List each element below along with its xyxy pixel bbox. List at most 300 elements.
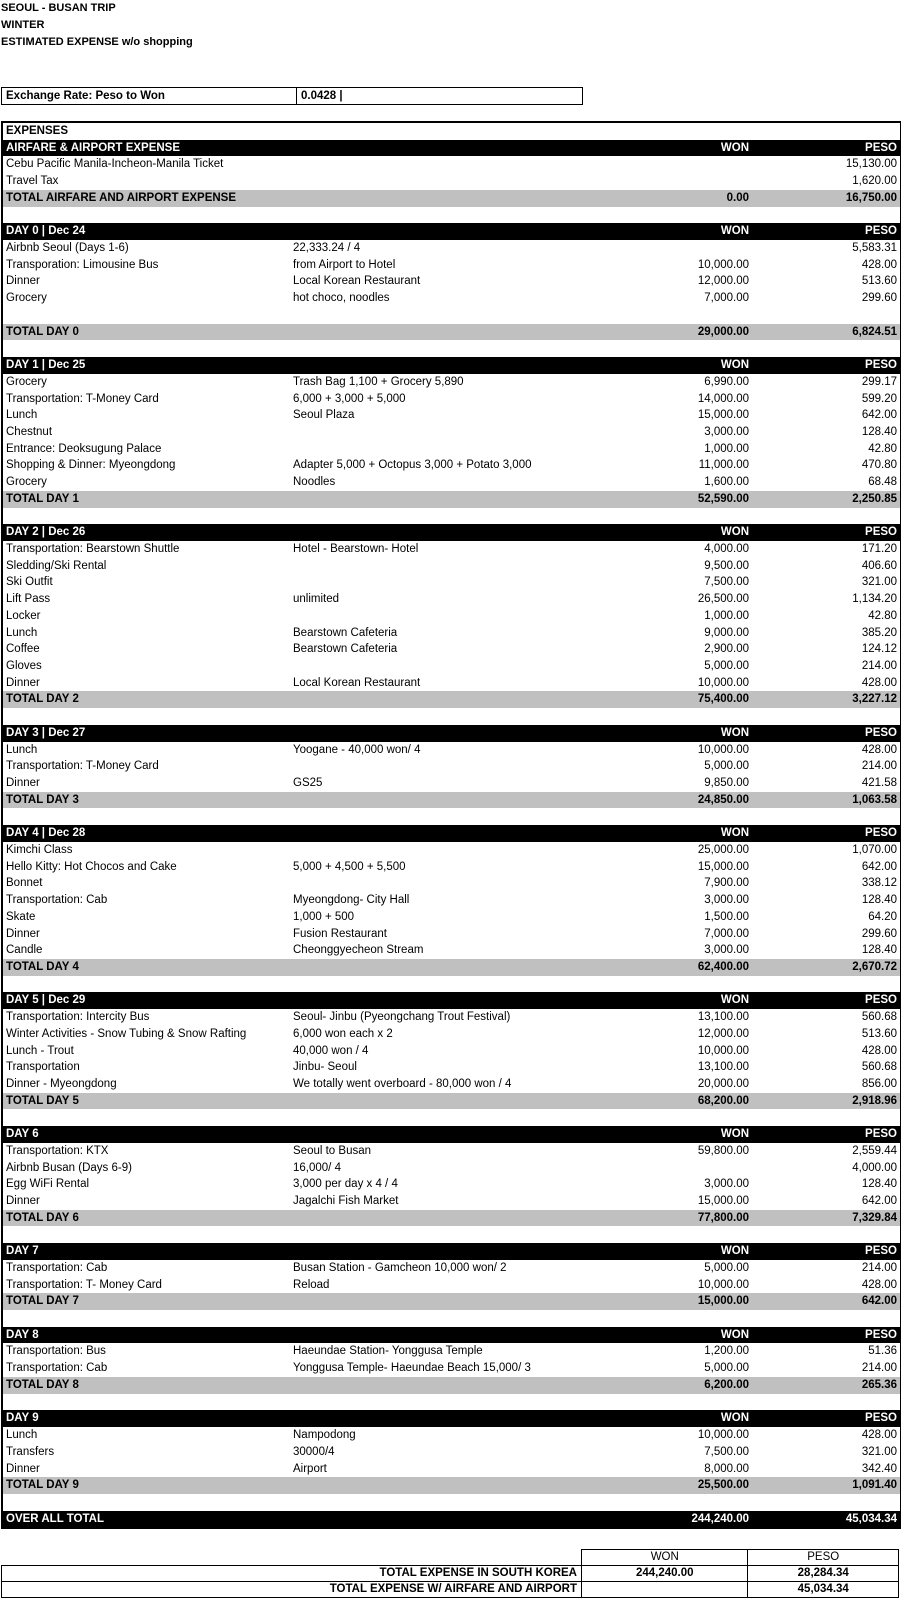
summary-row-label: TOTAL EXPENSE W/ AIRFARE AND AIRPORT [2,1582,582,1598]
total-peso: 16,750.00 [845,191,897,204]
expense-note: We totally went overboard - 80,000 won / 4 [293,1077,512,1090]
section-title: DAY 5 | Dec 29 [6,994,86,1007]
expense-item: Grocery [6,375,47,388]
expense-item: Airbnb Busan (Days 6-9) [6,1161,132,1174]
expense-row [3,474,900,491]
expense-won: 1,000.00 [704,609,749,622]
expense-won: 2,900.00 [704,643,749,656]
total-label: TOTAL DAY 4 [6,960,79,973]
total-won: 0.00 [726,191,749,204]
expense-note: Local Korean Restaurant [293,676,421,689]
expense-note: Seoul- Jinbu (Pyeongchang Trout Festival) [293,1011,511,1024]
expense-row [3,1277,900,1294]
expense-peso: 51.36 [868,1345,897,1358]
won-column-header: WON [720,1412,749,1425]
expense-won: 3,000.00 [704,1178,749,1191]
expense-peso: 428.00 [861,258,897,271]
expense-item: Dinner [6,275,40,288]
total-peso: 642.00 [861,1295,897,1308]
expense-peso: 214.00 [861,1362,897,1375]
expense-peso: 642.00 [861,409,897,422]
peso-column-header: PESO [865,359,897,372]
expense-row [3,1427,900,1444]
section-title: DAY 3 | Dec 27 [6,726,86,739]
expense-row [3,424,900,441]
section-total-row [3,959,900,976]
expense-won: 10,000.00 [697,1429,749,1442]
summary-row-peso: 28,284.34 [748,1566,899,1582]
spacer [3,340,900,357]
spacer [3,1394,900,1411]
expense-note: hot choco, noodles [293,292,390,305]
expense-won: 9,000.00 [704,626,749,639]
expense-peso: 1,620.00 [852,175,897,188]
expense-note: Busan Station - Gamcheon 10,000 won/ 2 [293,1261,507,1274]
expense-peso: 642.00 [861,1195,897,1207]
expense-row [3,1059,900,1076]
total-peso: 2,670.72 [852,960,897,973]
section-title: DAY 4 | Dec 28 [6,827,86,840]
expense-item: Lift Pass [6,593,51,606]
section-total-row [3,1093,900,1110]
expense-note: Cheonggyecheon Stream [293,944,424,957]
expense-item: Sledding/Ski Rental [6,559,107,572]
expense-item: Dinner [6,927,40,940]
total-won: 75,400.00 [697,693,749,706]
expense-row [3,758,900,775]
total-label: TOTAL DAY 0 [6,325,79,338]
expense-row [3,273,900,290]
expense-note: Jinbu- Seoul [293,1061,357,1074]
section-header [3,992,900,1009]
section-header [3,223,900,240]
expense-won: 15,000.00 [697,860,749,873]
expense-row [3,842,900,859]
expense-won: 10,000.00 [697,258,749,271]
peso-column-header: PESO [865,827,897,840]
expense-peso: 321.00 [861,576,897,589]
expense-won: 10,000.00 [697,1044,749,1057]
won-column-header: WON [720,726,749,739]
expense-note: 3,000 per day x 4 / 4 [293,1178,398,1191]
expense-won: 13,100.00 [697,1061,749,1074]
expense-note: Yonggusa Temple- Haeundae Beach 15,000/ 3 [293,1362,531,1375]
expense-note: Bearstown Cafeteria [293,643,398,656]
peso-column-header: PESO [865,1245,897,1258]
won-column-header: WON [720,994,749,1007]
expense-note: 40,000 won / 4 [293,1044,369,1057]
expense-note: 1,000 + 500 [293,910,355,923]
expense-peso: 856.00 [861,1077,897,1090]
summary-row-with-airfare [2,1582,899,1598]
expense-note: Seoul to Busan [293,1144,372,1157]
expense-note: Yoogane - 40,000 won/ 4 [293,743,421,756]
section-header [3,725,900,742]
expense-peso: 513.60 [861,1027,897,1040]
expense-row [3,173,900,190]
exchange-rate-label: Exchange Rate: Peso to Won [2,88,297,104]
expense-row [3,775,900,792]
expense-row [3,1176,900,1193]
total-peso: 1,063.58 [852,793,897,806]
section-title: DAY 8 [6,1328,39,1341]
expense-row [3,1076,900,1093]
expense-peso: 4,000.00 [852,1161,897,1174]
expense-peso: 470.80 [861,459,897,472]
expense-won: 12,000.00 [697,275,749,288]
expense-peso: 42.80 [868,609,897,622]
expense-row [3,558,900,575]
expense-item: Locker [6,609,41,622]
peso-column-header: PESO [865,1412,897,1425]
expense-won: 1,600.00 [704,476,749,489]
expense-item: Chestnut [6,425,53,438]
total-peso: 6,824.51 [852,325,897,338]
expense-won: 59,800.00 [697,1144,749,1157]
total-won: 6,200.00 [704,1378,749,1391]
expense-row [3,658,900,675]
total-won: 15,000.00 [697,1295,749,1308]
expense-row [3,625,900,642]
expense-peso: 599.20 [861,392,897,405]
expense-row [3,1461,900,1478]
expense-item: Dinner [6,1195,40,1207]
title-line-2: WINTER [1,19,45,31]
expense-item: Lunch [6,1429,38,1442]
expense-peso: 421.58 [861,777,897,790]
expense-row [3,1160,900,1177]
expense-item: Lunch - Trout [6,1044,74,1057]
expense-row [3,875,900,892]
expense-won: 20,000.00 [697,1077,749,1090]
sheet-title: EXPENSES [6,125,68,137]
peso-column-header: PESO [865,994,897,1007]
total-won: 68,200.00 [697,1094,749,1107]
expense-item: Transportation: Cab [6,894,108,907]
won-column-header: WON [720,225,749,238]
expense-item: Transportation: Cab [6,1261,108,1274]
expense-won: 9,850.00 [704,777,749,790]
expense-won: 15,000.00 [697,1195,749,1207]
expense-item: Grocery [6,476,47,489]
won-column-header: WON [720,827,749,840]
expense-peso: 299.60 [861,927,897,940]
expense-row [3,926,900,943]
expense-won: 3,000.00 [704,944,749,957]
expense-note: Reload [293,1278,330,1291]
section-header [3,524,900,541]
total-won: 77,800.00 [697,1211,749,1224]
section-total-row [3,324,900,341]
expense-row [3,541,900,558]
expense-won: 25,000.00 [697,843,749,856]
expense-note: Seoul Plaza [293,409,355,422]
overall-total-peso: 45,034.34 [845,1512,897,1525]
expense-item: Coffee [6,643,40,656]
expense-item: Transporation: Limousine Bus [6,258,159,271]
expense-peso: 128.40 [861,944,897,957]
expense-peso: 406.60 [861,559,897,572]
expense-note: 16,000/ 4 [293,1161,341,1174]
expense-peso: 642.00 [861,860,897,873]
expense-row [3,374,900,391]
expense-won: 7,900.00 [704,877,749,890]
expense-row [3,675,900,692]
expense-won: 1,000.00 [704,442,749,455]
spacer [3,708,900,725]
expense-note: Adapter 5,000 + Octopus 3,000 + Potato 3,000 [293,459,532,472]
summary-row-label: TOTAL EXPENSE IN SOUTH KOREA [2,1566,582,1582]
expense-note: 6,000 won each x 2 [293,1027,393,1040]
section-total-row [3,1377,900,1394]
expense-row [3,1360,900,1377]
overall-total-label: OVER ALL TOTAL [6,1512,104,1525]
expense-item: Transportation: KTX [6,1144,109,1157]
spacer [3,1226,900,1243]
section-title: AIRFARE & AIRPORT EXPENSE [6,141,181,154]
section-header [3,357,900,374]
expense-won: 15,000.00 [697,409,749,422]
total-label: TOTAL DAY 7 [6,1295,79,1308]
section-title: DAY 6 [6,1128,39,1141]
expense-peso: 428.00 [861,1044,897,1057]
expense-peso: 342.40 [861,1462,897,1475]
expense-won: 7,500.00 [704,1445,749,1458]
exchange-rate-box [1,87,583,105]
expense-row [3,942,900,959]
expense-row [3,1026,900,1043]
spacer [3,207,900,224]
expense-row [3,1343,900,1360]
section-title: DAY 1 | Dec 25 [6,359,86,372]
summary-row-won [582,1582,748,1598]
expense-item: Gloves [6,660,42,672]
spacer [3,1109,900,1126]
expense-sheet [1,121,901,1529]
total-label: TOTAL DAY 6 [6,1211,79,1224]
summary-table [1,1549,899,1598]
won-column-header: WON [720,1128,749,1141]
expense-won: 10,000.00 [697,743,749,756]
title-line-3: ESTIMATED EXPENSE w/o shopping [1,36,193,48]
expense-won: 5,000.00 [704,1261,749,1274]
won-column-header: WON [720,359,749,372]
expense-note: Haeundae Station- Yonggusa Temple [293,1345,483,1358]
expense-item: Lunch [6,626,38,639]
expense-item: Transportation: Cab [6,1362,108,1375]
expense-won: 4,000.00 [704,542,749,555]
overall-total-won: 244,240.00 [691,1512,749,1525]
expense-item: Grocery [6,292,47,305]
expense-won: 12,000.00 [697,1027,749,1040]
expense-won: 1,200.00 [704,1345,749,1358]
total-label: TOTAL AIRFARE AND AIRPORT EXPENSE [6,191,237,204]
expense-won: 10,000.00 [697,1278,749,1291]
expense-note: Airport [293,1462,327,1475]
expense-peso: 428.00 [861,1429,897,1442]
expense-item: Airbnb Seoul (Days 1-6) [6,242,129,255]
expense-row [3,307,900,324]
expense-row [3,892,900,909]
expense-note: Noodles [293,476,336,489]
won-column-header: WON [720,141,749,154]
total-label: TOTAL DAY 3 [6,793,79,806]
spacer [3,1310,900,1327]
spacer [3,508,900,525]
expense-row [3,257,900,274]
peso-column-header: PESO [865,225,897,238]
expense-row [3,1193,900,1210]
section-header [3,1126,900,1143]
expense-won: 5,000.00 [704,760,749,773]
expense-peso: 513.60 [861,275,897,288]
expense-row [3,608,900,625]
total-label: TOTAL DAY 8 [6,1378,79,1391]
spacer [3,976,900,993]
expense-won: 11,000.00 [698,459,749,472]
section-total-row [3,1477,900,1494]
expense-row [3,290,900,307]
section-title: DAY 2 | Dec 26 [6,526,86,539]
expense-item: Cebu Pacific Manila-Incheon-Manila Ticket [6,158,224,171]
expense-item: Skate [6,910,36,923]
expense-item: Kimchi Class [6,843,73,856]
expense-item: Shopping & Dinner: Myeongdong [6,459,176,472]
summary-row-peso: 45,034.34 [748,1582,899,1598]
expense-item: Entrance: Deoksugung Palace [6,442,162,455]
won-column-header: WON [720,1245,749,1258]
peso-column-header: PESO [865,141,897,154]
expense-row [3,1009,900,1026]
expense-won: 1,500.00 [704,910,749,923]
total-peso: 265.36 [861,1378,897,1391]
expense-row [3,1043,900,1060]
overall-total-row [3,1511,900,1528]
total-peso: 3,227.12 [852,693,897,706]
expense-won: 3,000.00 [704,425,749,438]
expense-item: Egg WiFi Rental [6,1178,90,1191]
total-peso: 1,091.40 [852,1479,897,1492]
won-column-header: WON [720,1328,749,1341]
total-peso: 2,250.85 [852,492,897,505]
expense-item: Dinner [6,1462,40,1475]
expense-item: Transportation [6,1061,80,1074]
expense-peso: 5,583.31 [852,242,897,255]
title-line-1: SEOUL - BUSAN TRIP [1,2,116,14]
expense-item: Transportation: Bus [6,1345,106,1358]
expense-won: 7,500.00 [704,576,749,589]
expense-peso: 171.20 [861,542,897,555]
peso-column-header: PESO [865,1328,897,1341]
expense-peso: 560.68 [861,1061,897,1074]
expense-note: Myeongdong- City Hall [293,894,410,907]
expense-peso: 214.00 [861,1261,897,1274]
expense-item: Bonnet [6,877,43,890]
expense-won: 10,000.00 [697,676,749,689]
expense-note: unlimited [293,593,340,606]
expense-item: Travel Tax [6,175,59,188]
expense-item: Winter Activities - Snow Tubing & Snow Rafting [6,1027,247,1040]
section-total-row [3,1210,900,1227]
total-won: 62,400.00 [697,960,749,973]
summary-won-header: WON [582,1550,748,1566]
expense-peso: 385.20 [861,626,897,639]
expense-row [3,641,900,658]
expense-item: Transportation: T- Money Card [6,1278,162,1291]
total-peso: 7,329.84 [852,1211,897,1224]
section-header [3,1410,900,1427]
expense-won: 7,000.00 [704,292,749,305]
expense-item: Lunch [6,409,38,422]
expense-note: Local Korean Restaurant [293,275,421,288]
expense-note: 30000/4 [293,1445,335,1458]
expense-won: 5,000.00 [704,660,749,672]
total-label: TOTAL DAY 1 [6,492,79,505]
total-peso: 2,918.96 [852,1094,897,1107]
expense-row [3,1143,900,1160]
expense-won: 6,990.00 [704,375,749,388]
expense-row [3,441,900,458]
expense-note: Trash Bag 1,100 + Grocery 5,890 [293,375,464,388]
section-header [3,825,900,842]
expense-peso: 1,134.20 [852,593,897,606]
peso-column-header: PESO [865,726,897,739]
section-total-row [3,491,900,508]
section-header [3,140,900,157]
expense-peso: 2,559.44 [852,1144,897,1157]
total-label: TOTAL DAY 2 [6,693,79,706]
expense-item: Transfers [6,1445,55,1458]
expense-row [3,859,900,876]
won-column-header: WON [720,526,749,539]
summary-row-won: 244,240.00 [582,1566,748,1582]
expense-note: Hotel - Bearstown- Hotel [293,542,419,555]
expense-row [3,457,900,474]
section-title: DAY 7 [6,1245,39,1258]
expense-peso: 15,130.00 [845,158,897,171]
expense-won: 3,000.00 [704,894,749,907]
spacer [3,808,900,825]
expense-item: Candle [6,944,43,957]
peso-column-header: PESO [865,1128,897,1141]
expense-peso: 128.40 [861,894,897,907]
section-title: DAY 0 | Dec 24 [6,225,86,238]
expense-item: Hello Kitty: Hot Chocos and Cake [6,860,177,873]
expense-peso: 428.00 [861,1278,897,1291]
total-won: 29,000.00 [697,325,749,338]
expense-row [3,1260,900,1277]
expense-peso: 128.40 [861,425,897,438]
expense-peso: 338.12 [861,877,897,890]
expense-row [3,391,900,408]
expense-peso: 428.00 [861,676,897,689]
expense-sections [3,140,900,1494]
expense-row [3,156,900,173]
expense-item: Dinner [6,676,40,689]
expense-peso: 321.00 [861,1445,897,1458]
expense-row [3,574,900,591]
total-label: TOTAL DAY 9 [6,1479,79,1492]
exchange-rate-value[interactable]: 0.0428 | [301,90,343,102]
expense-item: Dinner - Myeongdong [6,1077,117,1090]
expense-row [3,591,900,608]
total-won: 25,500.00 [697,1479,749,1492]
expense-peso: 42.80 [868,442,897,455]
expense-note: Nampodong [293,1429,356,1442]
expense-note: 6,000 + 3,000 + 5,000 [293,392,406,405]
expense-peso: 214.00 [861,660,897,672]
expense-row [3,240,900,257]
